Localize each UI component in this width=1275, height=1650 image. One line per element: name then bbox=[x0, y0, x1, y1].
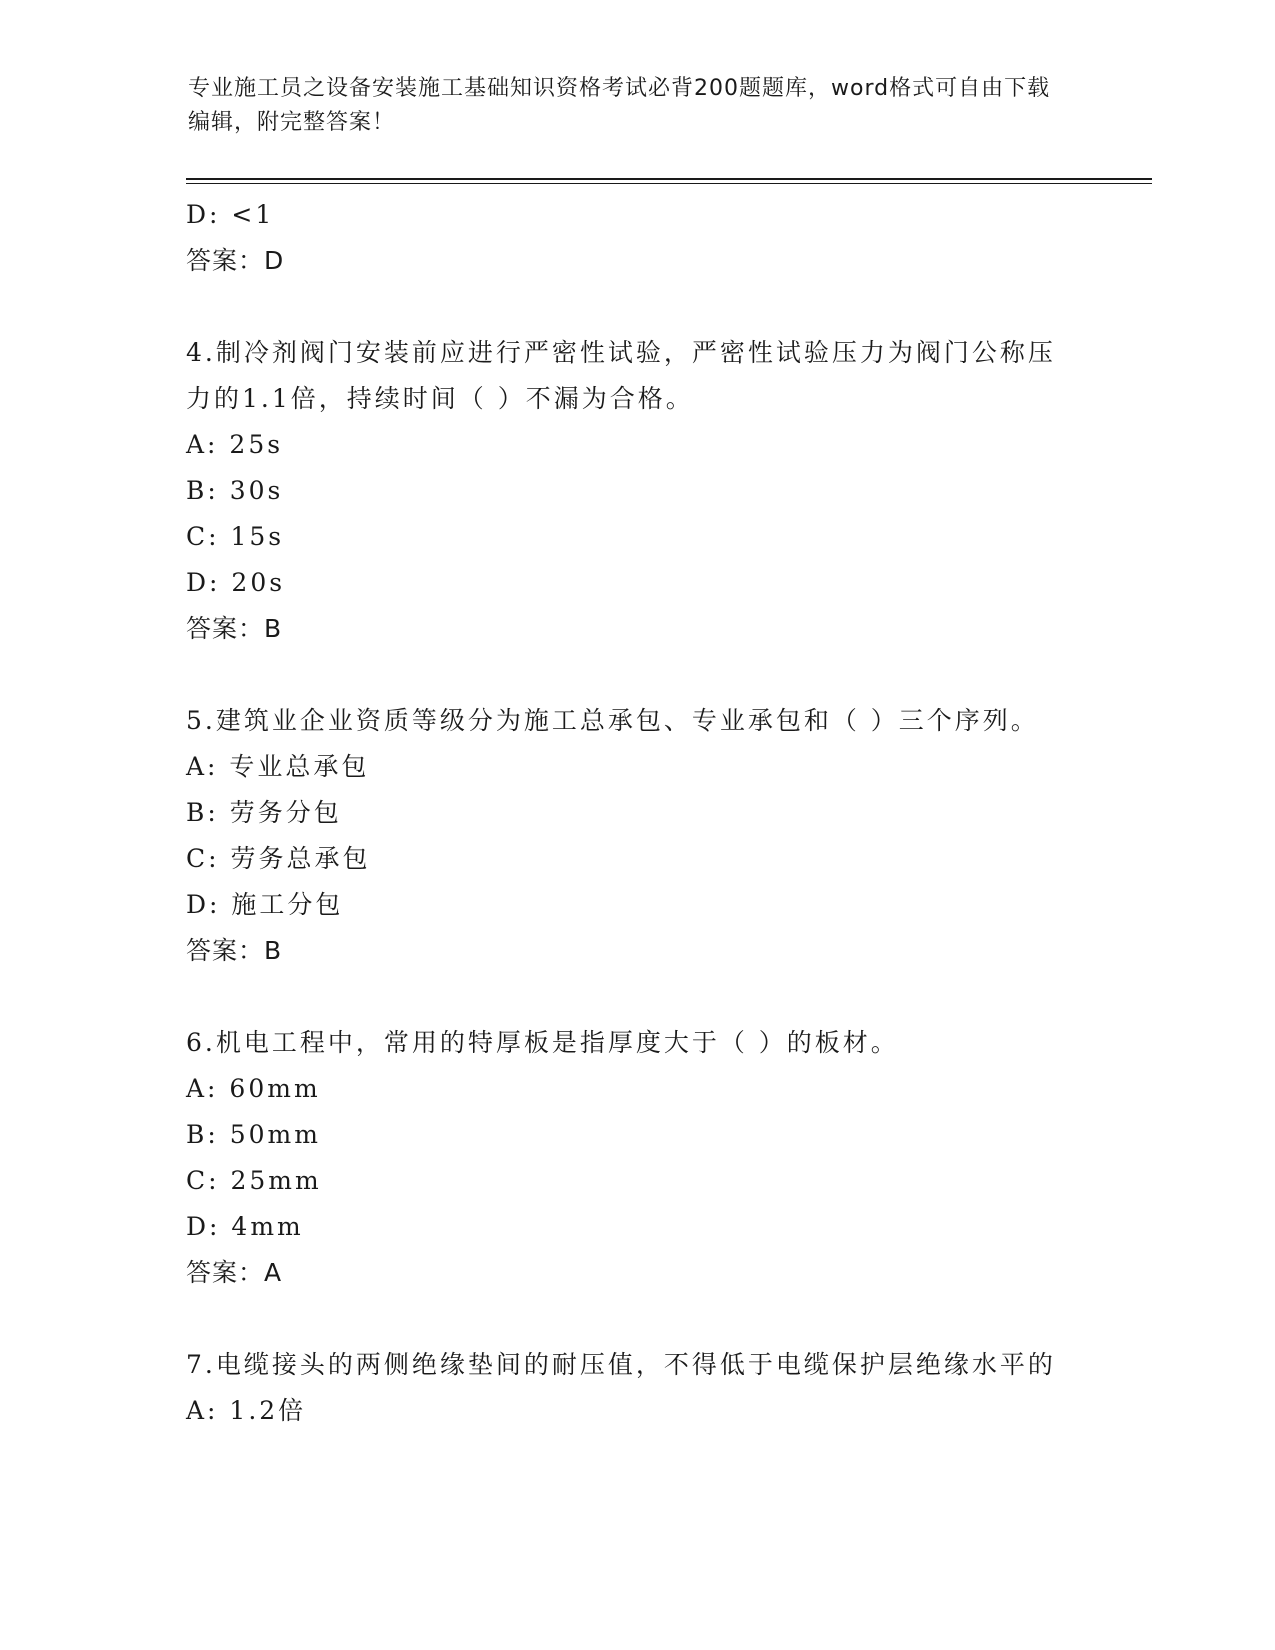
document-header: 专业施工员之设备安装施工基础知识资格考试必背200题题库，word格式可自由下载编辑，附完整答案！ bbox=[188, 76, 1051, 135]
option-d: D: 20s bbox=[186, 568, 286, 597]
answer-line: 答案：D bbox=[186, 246, 285, 275]
option-d: D: 4mm bbox=[186, 1212, 304, 1241]
question-spacer bbox=[186, 652, 1066, 698]
option-a: A: 60mm bbox=[186, 1074, 321, 1103]
question-stem: 4.制冷剂阀门安装前应进行严密性试验，严密性试验压力为阀门公称压力的1.1倍，持续时间（ ）不漏为合格。 bbox=[186, 338, 1056, 413]
question-stem: 7.电缆接头的两侧绝缘垫间的耐压值，不得低于电缆保护层绝缘水平的 bbox=[186, 1350, 1056, 1379]
answer-line: 答案：A bbox=[186, 1258, 283, 1287]
header-rule-thin bbox=[186, 183, 1152, 184]
question-list bbox=[186, 192, 1066, 1434]
answer-line: 答案：B bbox=[186, 936, 283, 965]
option-a: A: 专业总承包 bbox=[186, 752, 370, 781]
question-stem: 5.建筑业企业资质等级分为施工总承包、专业承包和（ ）三个序列。 bbox=[186, 706, 1039, 735]
question-7 bbox=[186, 1342, 1066, 1434]
option-a: A: 1.2倍 bbox=[186, 1396, 307, 1425]
option-a: A: 25s bbox=[186, 430, 284, 459]
question-stem: 6.机电工程中，常用的特厚板是指厚度大于（ ）的板材。 bbox=[186, 1028, 899, 1057]
option-c: C: 15s bbox=[186, 522, 285, 551]
option-c: C: 劳务总承包 bbox=[186, 844, 371, 873]
option-b: B: 劳务分包 bbox=[186, 798, 342, 827]
question-block-prev bbox=[186, 192, 1066, 284]
question-spacer bbox=[186, 284, 1066, 330]
header-rule-thick bbox=[186, 178, 1152, 180]
option-c: C: 25mm bbox=[186, 1166, 322, 1195]
answer-line: 答案：B bbox=[186, 614, 283, 643]
question-5 bbox=[186, 698, 1066, 974]
option-d: D: 施工分包 bbox=[186, 890, 344, 919]
option-b: B: 30s bbox=[186, 476, 284, 505]
question-6 bbox=[186, 1020, 1066, 1296]
question-spacer bbox=[186, 974, 1066, 1020]
question-4 bbox=[186, 330, 1066, 652]
option-b: B: 50mm bbox=[186, 1120, 321, 1149]
option-d: D: <1 bbox=[186, 200, 275, 229]
question-spacer bbox=[186, 1296, 1066, 1342]
